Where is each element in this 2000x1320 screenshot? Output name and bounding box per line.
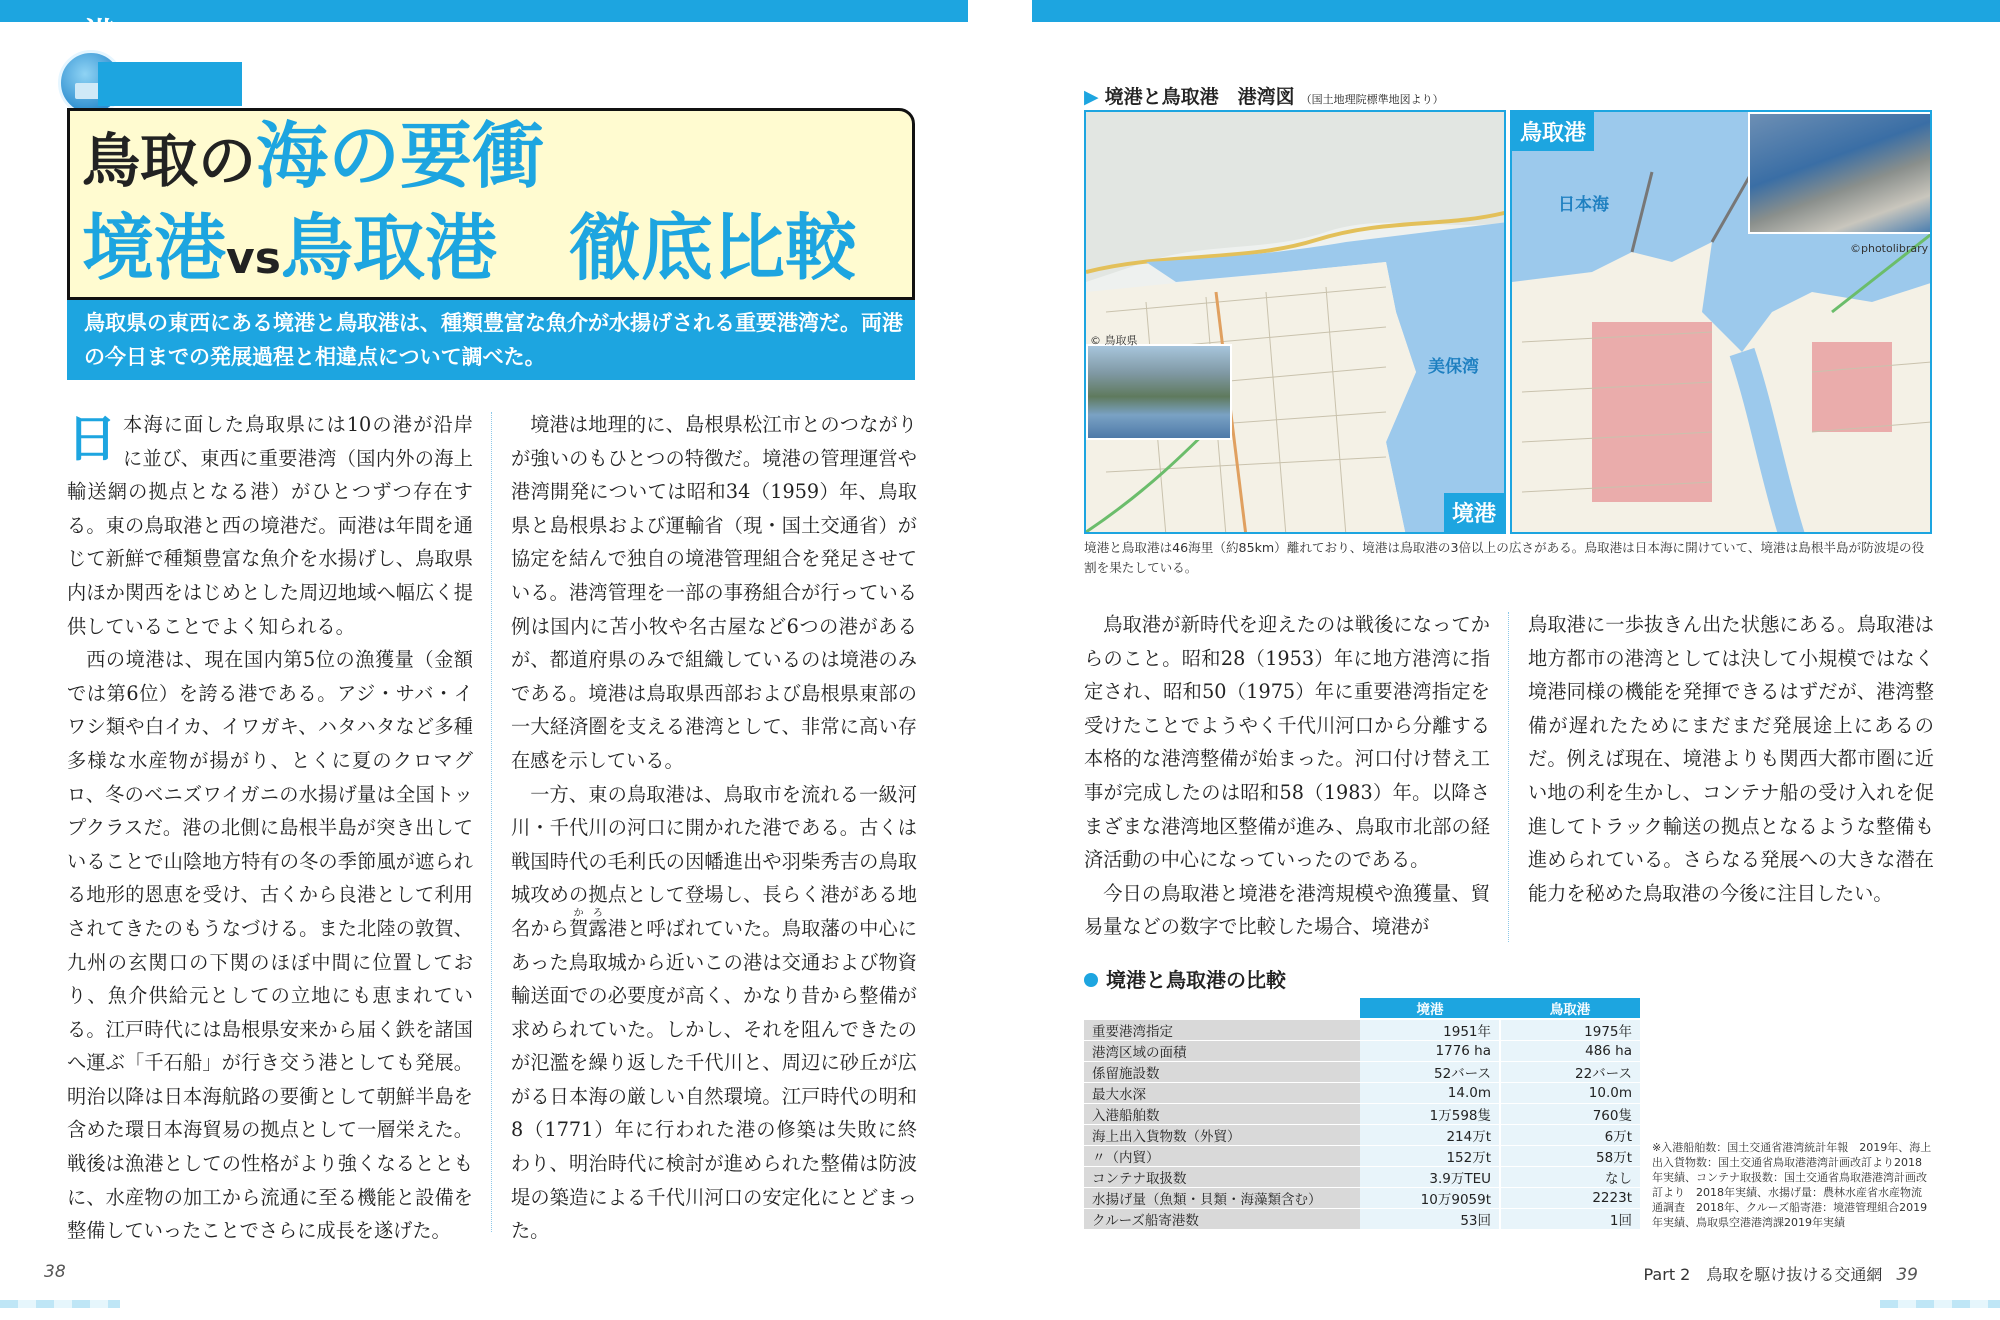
row-label: 入港船舶数 <box>1084 1104 1360 1125</box>
page-number-left: 38 <box>44 1262 66 1282</box>
body-column-2 <box>511 408 917 1248</box>
sakaiminato-map <box>1084 110 1506 534</box>
value-tottori: 2223t <box>1500 1188 1640 1209</box>
lead-text: 鳥取県の東西にある境港と鳥取港は、種類豊富な魚介が水揚げされる重要港湾だ。両港の今日までの発展過程と相違点について調べた。 <box>84 311 903 369</box>
value-tottori: 58万t <box>1500 1146 1640 1167</box>
table-header-row <box>1084 998 1640 1019</box>
value-tottori: 6万t <box>1500 1125 1640 1146</box>
table-row <box>1084 1041 1640 1062</box>
footer-wave-left <box>0 1300 120 1308</box>
top-accent-bar-right <box>1032 0 2000 22</box>
paragraph-part: 一方、東の鳥取港は、鳥取市を流れる一級河川・千代川の河口に開かれた港である。古くは戦国時代の毛利氏の因幡進出や羽柴秀吉の鳥取城攻めの拠点として登場し、長らく港がある地名から <box>511 782 917 940</box>
sea-label-nihonkai: 日本海 <box>1558 195 1609 215</box>
section-tag-label: 港 <box>84 15 117 53</box>
ruby-base: 賀露 <box>569 916 608 940</box>
row-label: 水揚げ量（魚類・貝類・海藻類含む） <box>1084 1188 1360 1209</box>
table-title <box>1084 964 1286 993</box>
map-label-sakaiminato: 境港 <box>1444 493 1504 532</box>
sea-label-mihowan: 美保湾 <box>1428 357 1479 377</box>
headline-line1 <box>82 114 545 198</box>
bullet-dot-icon <box>1084 973 1098 987</box>
body-column-1 <box>67 408 473 1248</box>
value-tottori: 1975年 <box>1500 1019 1640 1041</box>
value-sakaiminato: 10万9059t <box>1360 1188 1500 1209</box>
map-caption: 境港と鳥取港は46海里（約85km）離れており、境港は鳥取港の3倍以上の広さがある。鳥取港は日本海に開けていて、境港は島根半島が防波堤の役割を果たしている。 <box>1084 540 1925 575</box>
value-sakaiminato: 1776 ha <box>1360 1041 1500 1062</box>
footer-wave-right <box>1880 1300 2000 1308</box>
row-label: 〃（内貿） <box>1084 1146 1360 1167</box>
triangle-marker-icon: ▶ <box>1084 86 1099 108</box>
value-tottori: なし <box>1500 1167 1640 1188</box>
table-source-note: ※入港船舶数：国土交通省港湾統計年報 2019年、海上出入貨物数：国土交通省鳥取港港湾計画改訂より2018年実績、コンテナ取扱数：国土交通省鳥取港港湾計画改訂より 2018年実績、水揚げ量：農林水産省水産物流通調査 2018年、クルーズ船寄港：境港管理組合2019年実績、鳥取県空港港湾課2019年実績 <box>1652 1141 1932 1229</box>
map-title-text: 境港と鳥取港 港湾図 <box>1104 86 1295 108</box>
value-tottori: 22バース <box>1500 1062 1640 1083</box>
table-header-cell: 境港 <box>1360 998 1500 1019</box>
row-label: 海上出入貨物数（外貿） <box>1084 1125 1360 1146</box>
paragraph: 鳥取港が新時代を迎えたのは戦後になってからのこと。昭和28（1953）年に地方港湾に指定され、昭和50（1975）年に重要港湾指定を受けたことでようやく千代川河口から分離する本格的な港湾整備が始まった。河口付け替え工事が完成したのは昭和58（1983）年。以降さまざまな港湾地区整備が進み、鳥取市北部の経済活動の中心になっていったのである。 <box>1084 613 1490 872</box>
map-source: （国土地理院標準地図より） <box>1300 93 1444 106</box>
column-divider <box>1508 612 1509 942</box>
value-sakaiminato: 152万t <box>1360 1146 1500 1167</box>
row-label: 係留施設数 <box>1084 1062 1360 1083</box>
table-row <box>1084 1083 1640 1104</box>
drop-cap: 日 <box>67 410 117 468</box>
paragraph: 境港は地理的に、島根県松江市とのつながりが強いのもひとつの特徴だ。境港の管理運営や港湾開発については昭和34（1959）年、鳥取県と島根県および運輸省（現・国土交通省）が協定を結んで独自の境港管理組合を発足させている。港湾管理を一部の事務組合が行っている例は国内に苫小牧や名古屋など6つの港があるが、都道府県のみで組織しているのは境港のみである。境港は鳥取県西部および島根県東部の一大経済圏を支える港湾として、非常に高い存在感を示している。 <box>511 413 917 772</box>
tag-bar <box>98 62 242 106</box>
headline-line2 <box>82 206 857 290</box>
paragraph: 西の境港は、現在国内第5位の漁獲量（金額では第6位）を誇る港である。アジ・サバ・イワシ類や白イカ、イワガキ、ハタハタなど多種多様な水産物が揚がり、とくに夏のクロマグロ、冬のベニズワイガニの水揚げ量は全国トップクラスだ。港の北側に島根半島が突き出していることで山陰地方特有の冬の季節風が遮られる地形的恩恵を受け、古くから良港として利用されてきたのもうなづける。また北陸の敦賀、九州の玄関口の下関のほぼ中間に位置しており、魚介供給元としての立地にも恵まれている。江戸時代には島根県安来から届く鉄を諸国へ運ぶ「千石船」が行き交う港としても発展。明治以降は日本海航路の要衝として朝鮮半島を含めた環日本海貿易の拠点として一層栄えた。戦後は漁港としての性格がより強くなるとともに、水産物の加工から流通に至る機能と設備を整備していったことでさらに成長を遂げた。 <box>67 648 473 1243</box>
paragraph <box>511 778 917 1248</box>
row-label: クルーズ船寄港数 <box>1084 1209 1360 1230</box>
body-column-3 <box>1084 608 1490 944</box>
table-row <box>1084 1104 1640 1125</box>
table-title-text: 境港と鳥取港の比較 <box>1106 968 1286 992</box>
map-section-title <box>1084 82 1444 109</box>
top-accent-bar-left <box>0 0 968 22</box>
row-label: 重要港湾指定 <box>1084 1019 1360 1041</box>
value-tottori: 486 ha <box>1500 1041 1640 1062</box>
value-sakaiminato: 52バース <box>1360 1062 1500 1083</box>
value-sakaiminato: 53回 <box>1360 1209 1500 1230</box>
value-tottori: 1回 <box>1500 1209 1640 1230</box>
headline-vs: vs <box>226 233 281 284</box>
ruby-word <box>569 907 608 940</box>
headline-tottori: 鳥取港 徹底比較 <box>280 206 857 290</box>
sakaiminato-map-graphic <box>1086 112 1506 534</box>
paragraph: 本海に面した鳥取県には10の港が沿岸に並び、東西に重要港湾（国内外の海上輸送網の拠点となる港）がひとつずつ存在する。東の鳥取港と西の境港だ。両港は年間を通じて新鮮で種類豊富な魚介を水揚げし、鳥取県内ほか関西をはじめとした周辺地域へ幅広く提供していることでよく知られる。 <box>67 413 473 638</box>
value-sakaiminato: 3.9万TEU <box>1360 1167 1500 1188</box>
paragraph-part: 港と呼ばれていた。鳥取藩の中心にあった鳥取城から近いこの港は交通および物資輸送面での必要度が高く、かなり昔から整備が求められていた。しかし、それを阻んできたのが氾濫を繰り返した千代川と、周辺に砂丘が広がる日本海の厳しい自然環境。江戸時代の明和8（1771）年に行われた港の修築は失敗に終わり、明治時代に検討が進められた整備は防波堤の築造による千代川河口の安定化にとどまった。 <box>511 916 918 1243</box>
comparison-table <box>1084 998 1640 1230</box>
row-label: コンテナ取扱数 <box>1084 1167 1360 1188</box>
section-name: Part 2 鳥取を駆け抜ける交通網 <box>1643 1265 1883 1284</box>
paragraph: 鳥取港に一歩抜きん出た状態にある。鳥取港は地方都市の港湾としては決して小規模ではなく境港同様の機能を発揮できるはずだが、港湾整備が遅れたためにまだまだ発展途上にあるのだ。例えば現在、境港よりも関西大都市圏に近い地の利を生かし、コンテナ船の受け入れを促進してトラック輸送の拠点となるような整備も進められている。さらなる発展への大きな潜在能力を秘めた鳥取港の今後に注目したい。 <box>1528 613 1934 905</box>
page-number-right: 39 <box>1896 1265 1918 1285</box>
value-sakaiminato: 14.0m <box>1360 1083 1500 1104</box>
table-row <box>1084 1146 1640 1167</box>
photo-credit-left: © 鳥取県 <box>1090 334 1138 347</box>
value-sakaiminato: 1951年 <box>1360 1019 1500 1041</box>
column-divider <box>491 412 492 1232</box>
value-sakaiminato: 214万t <box>1360 1125 1500 1146</box>
value-tottori: 10.0m <box>1500 1083 1640 1104</box>
table-header-cell <box>1084 998 1360 1019</box>
map-label-tottori: 鳥取港 <box>1512 112 1594 151</box>
value-tottori: 760隻 <box>1500 1104 1640 1125</box>
paragraph: 今日の鳥取港と境港を港湾規模や漁獲量、貿易量などの数字で比較した場合、境港が <box>1084 881 1490 939</box>
aerial-photo-tottori <box>1748 112 1932 234</box>
table-row <box>1084 1167 1640 1188</box>
table-row <box>1084 1062 1640 1083</box>
body-column-4 <box>1528 608 1934 910</box>
section-tag <box>58 50 240 110</box>
headline-highlight: 海の要衝 <box>256 114 545 198</box>
headline-part: 鳥取の <box>82 127 257 195</box>
table-row <box>1084 1125 1640 1146</box>
tottori-map <box>1510 110 1932 534</box>
table-row <box>1084 1209 1640 1230</box>
ruby-reading: かろ <box>569 907 608 919</box>
table-row <box>1084 1019 1640 1041</box>
headline-sakaiminato: 境港 <box>82 206 227 290</box>
value-sakaiminato: 1万598隻 <box>1360 1104 1500 1125</box>
running-footer-right <box>1644 1262 1919 1285</box>
table-header-cell: 鳥取港 <box>1500 998 1640 1019</box>
aerial-photo-sakaiminato <box>1086 344 1232 440</box>
table-row <box>1084 1188 1640 1209</box>
photo-credit-right: ©photolibrary <box>1850 242 1929 255</box>
row-label: 最大水深 <box>1084 1083 1360 1104</box>
row-label: 港湾区域の面積 <box>1084 1041 1360 1062</box>
